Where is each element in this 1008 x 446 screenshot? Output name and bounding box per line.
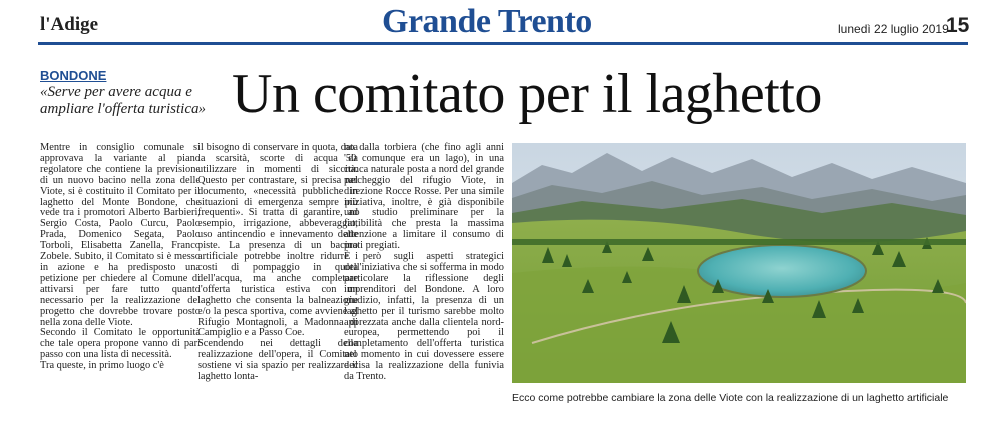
paragraph: Mentre in consiglio comunale si approvava la variante al piano regolatore che contiene la previsione di un nuovo bacino nella zona delle Viote, si è costituito il Comitato per il laghetto del Monte Bondone, che vede tra i promotori Alberto Barbieri, Sergio Costa, Paolo Curcu, Paolo Prada, Domenico Segata, Paolo Torboli, Elisabetta Zanella, Franco Zobele. Subito, il Comitato si è messo in azione e ha predisposto una petizione per chiedere al Comune di attivarsi per fare tutto quanto necessario per la realizzazione del progetto che dovrebbe trovare posto nella zona delle Viote. bbox=[40, 142, 200, 328]
page-header bbox=[0, 0, 1008, 44]
article-kicker: BONDONE bbox=[40, 68, 107, 83]
paragraph: È però sugli aspetti strategici dell'iniziativa che si sofferma in modo particolare la riflessione degli imprenditori del Bondone. A loro giudizio, infatti, la presenza di un laghetto per il turismo sarebbe molto apprezzata anche dalla clientela nord-europea, permettendo poi il completamento dell'offerta turistica nel momento in cui dovessere essere decisa la realizzazione della funivia da Trento. bbox=[344, 251, 504, 383]
article-column-2 bbox=[198, 143, 358, 383]
article-column-3 bbox=[344, 143, 504, 383]
header-rule bbox=[38, 42, 968, 45]
article-column-1 bbox=[40, 143, 200, 372]
paragraph: Tra queste, in primo luogo c'è bbox=[40, 360, 164, 372]
paragraph: Secondo il Comitato le opportunità che tale opera propone vanno di pari passo con una lista di necessità. bbox=[40, 327, 200, 361]
page-number: 15 bbox=[946, 14, 970, 37]
section-title: Grande Trento bbox=[382, 3, 592, 40]
article-headline: Un comitato per il laghetto bbox=[232, 63, 822, 125]
issue-date: lunedì 22 luglio 2019 bbox=[838, 22, 949, 36]
paragraph: no dalla torbiera (che fino agli anni '50 comunque era un lago), in una conca naturale posta a nord del grande parcheggio del rifugio Viote, in direzione Rocce Rosse. Per una simile iniziativa, inoltre, è già disponibile uno studio preliminare per la fattibilità che presta la massima attenzione a limitare il consumo di prati pregiati. bbox=[344, 142, 504, 252]
paragraph: il bisogno di conservare in quota, data la scarsità, scorte di acqua da utilizzare in momenti di siccità. Questo per contrastare, si precisa nel documento, «necessità pubbliche in situazioni di emergenza sempre più frequenti». Si tratta di garantire, ad esempio, irrigazione, abbeveraggio, uso antincendio e innevamento delle piste. La presenza di un bacino artificiale potrebbe inoltre ridurre i costi di pompaggio in quota dell'acqua, ma anche completare l'offerta turistica estiva con un laghetto che consenta la balneazione e/o la pesca sportiva, come avviene al Rifugio Montagnoli, a Madonna di Campiglio e a Passo Coe. bbox=[198, 142, 358, 339]
paragraph: Scendendo nei dettagli della realizzazione dell'opera, il Comitato sostiene vi sia spazio per realizzare il laghetto lonta- bbox=[198, 338, 358, 383]
paper-name: l'Adige bbox=[40, 14, 99, 35]
photo-caption: Ecco come potrebbe cambiare la zona delle Viote con la realizzazione di un laghetto artificiale bbox=[512, 392, 949, 404]
lake-photo bbox=[512, 143, 966, 383]
article-subhead: «Serve per avere acqua e ampliare l'offerta turistica» bbox=[40, 84, 206, 117]
